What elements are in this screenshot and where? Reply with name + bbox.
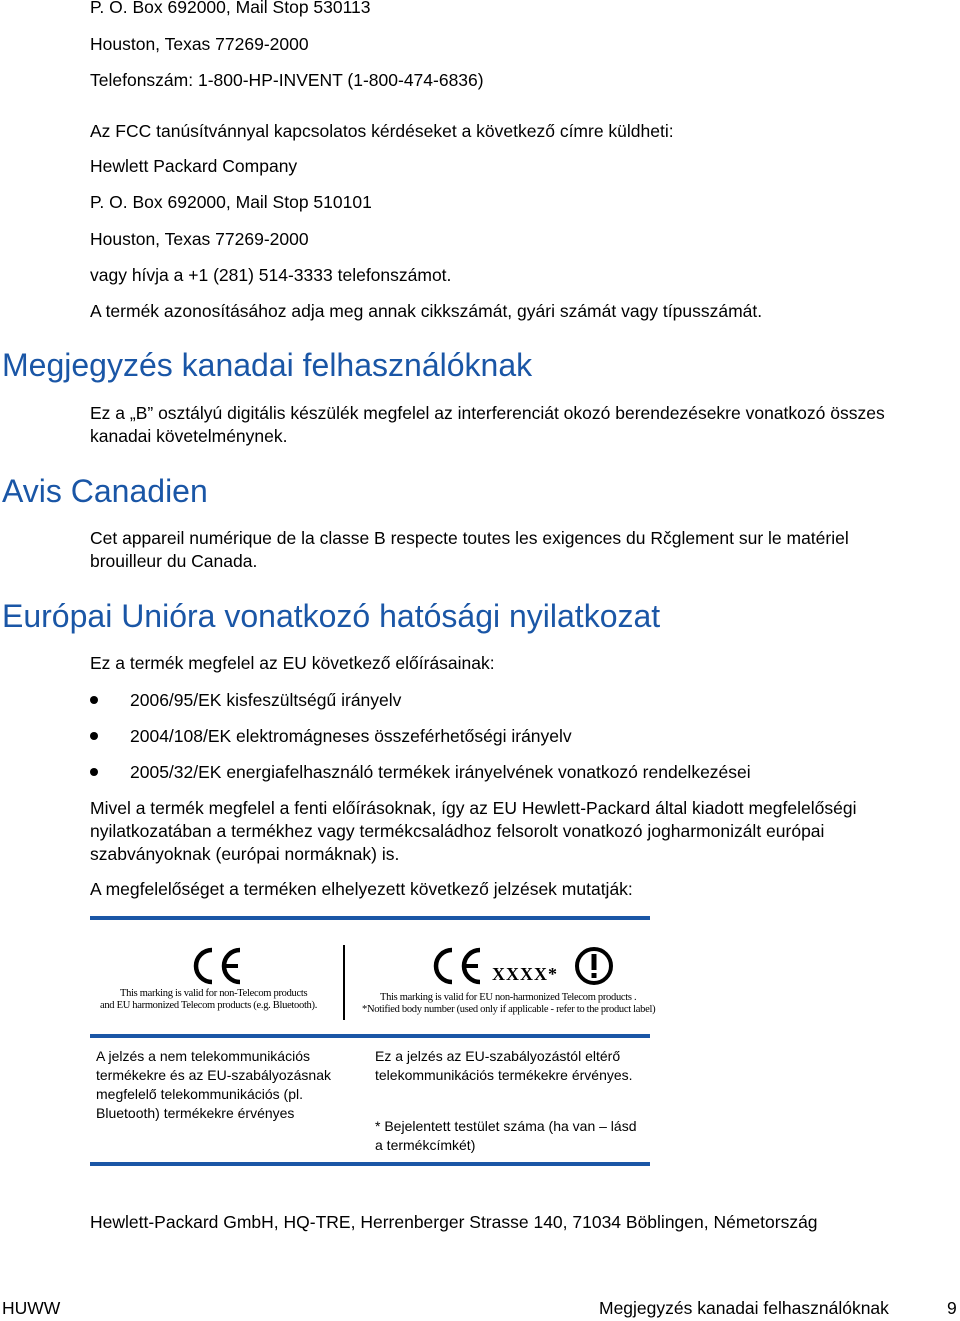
product-id-line: A termék azonosításához adja meg annak cikkszámát, gyári számát vagy típusszámát. [90, 301, 763, 321]
fcc-question-line: Az FCC tanúsítvánnyal kapcsolatos kérdéseket a következő címre küldheti: [90, 121, 674, 141]
ce-mark-icon [426, 946, 484, 986]
phone-line: vagy hívja a +1 (281) 514-3333 telefonszámot. [90, 265, 452, 285]
alert-mark-icon [574, 946, 614, 986]
footer-section-title: Megjegyzés kanadai felhasználóknak [599, 1298, 889, 1318]
bottom-rule [90, 1162, 650, 1166]
marks-intro: A megfelelőséget a terméken elhelyezett következő jelzések mutatják: [90, 879, 633, 899]
address-line: P. O. Box 692000, Mail Stop 510101 [90, 192, 372, 212]
page-number: 9 [947, 1298, 957, 1318]
mid-rule [90, 1034, 650, 1038]
address-line: Houston, Texas 77269-2000 [90, 34, 309, 54]
mark-caption-left: and EU harmonized Telecom products (e.g. Bluetooth). [100, 1000, 318, 1011]
address-line: Houston, Texas 77269-2000 [90, 229, 309, 249]
section-heading-avis: Avis Canadien [2, 473, 208, 509]
top-rule [90, 916, 650, 920]
bullet-icon [90, 732, 98, 740]
mark-caption-right: This marking is valid for EU non-harmonized Telecom products . [380, 992, 637, 1003]
phone-line: Telefonszám: 1-800-HP-INVENT (1-800-474-6836) [90, 70, 484, 90]
bullet-icon [90, 696, 98, 704]
ce-mark-icon [186, 946, 244, 986]
canada-body: Ez a „B” osztályú digitális készülék megfelel az interferenciát okozó berendezésekre vonatkozó összes kanadai követelménynek. [90, 403, 885, 446]
bullet-icon [90, 768, 98, 776]
footer-doc-id: HUWW [2, 1298, 61, 1318]
address-line: P. O. Box 692000, Mail Stop 530113 [90, 0, 371, 17]
eu-intro: Ez a termék megfelel az EU következő előírásainak: [90, 653, 495, 673]
section-heading-eu: Európai Unióra vonatkozó hatósági nyilatkozat [2, 598, 661, 634]
notified-body-note: * Bejelentett testület száma (ha van – lásd a termékcímkét) [375, 1118, 637, 1153]
ce-marks-figure [90, 930, 656, 1030]
notified-body-number: XXXX* [492, 964, 558, 984]
marks-table-left: A jelzés a nem telekommunikációs termékekre és az EU-szabályozásnak megfelelő telekommunikációs (pl. Bluetooth) termékekre érvényes [96, 1048, 331, 1121]
eu-paragraph: Mivel a termék megfelel a fenti előírásoknak, így az EU Hewlett-Packard által kiadott megfelelőségi nyilatkozatában a termékhez vagy termékcsaládhoz felsorolt vonatkozó jogharmonizált európai szabványoknak (európai normáknak) is. [90, 798, 857, 864]
mark-caption-left: This marking is valid for non-Telecom products [120, 988, 308, 999]
mark-caption-right: *Notified body number (used only if applicable - refer to the product label) [362, 1004, 656, 1015]
section-heading-canada: Megjegyzés kanadai felhasználóknak [2, 347, 533, 383]
company-line: Hewlett Packard Company [90, 156, 298, 176]
marks-table-right: Ez a jelzés az EU-szabályozástól eltérő telekommunikációs termékekre érvényes. [375, 1048, 633, 1083]
mark-divider [343, 945, 345, 1020]
manufacturer-address: Hewlett-Packard GmbH, HQ-TRE, Herrenberger Strasse 140, 71034 Böblingen, Németország [90, 1212, 818, 1232]
avis-body: Cet appareil numérique de la classe B respecte toutes les exigences du Rčglement sur le matériel brouilleur du Canada. [90, 528, 849, 571]
